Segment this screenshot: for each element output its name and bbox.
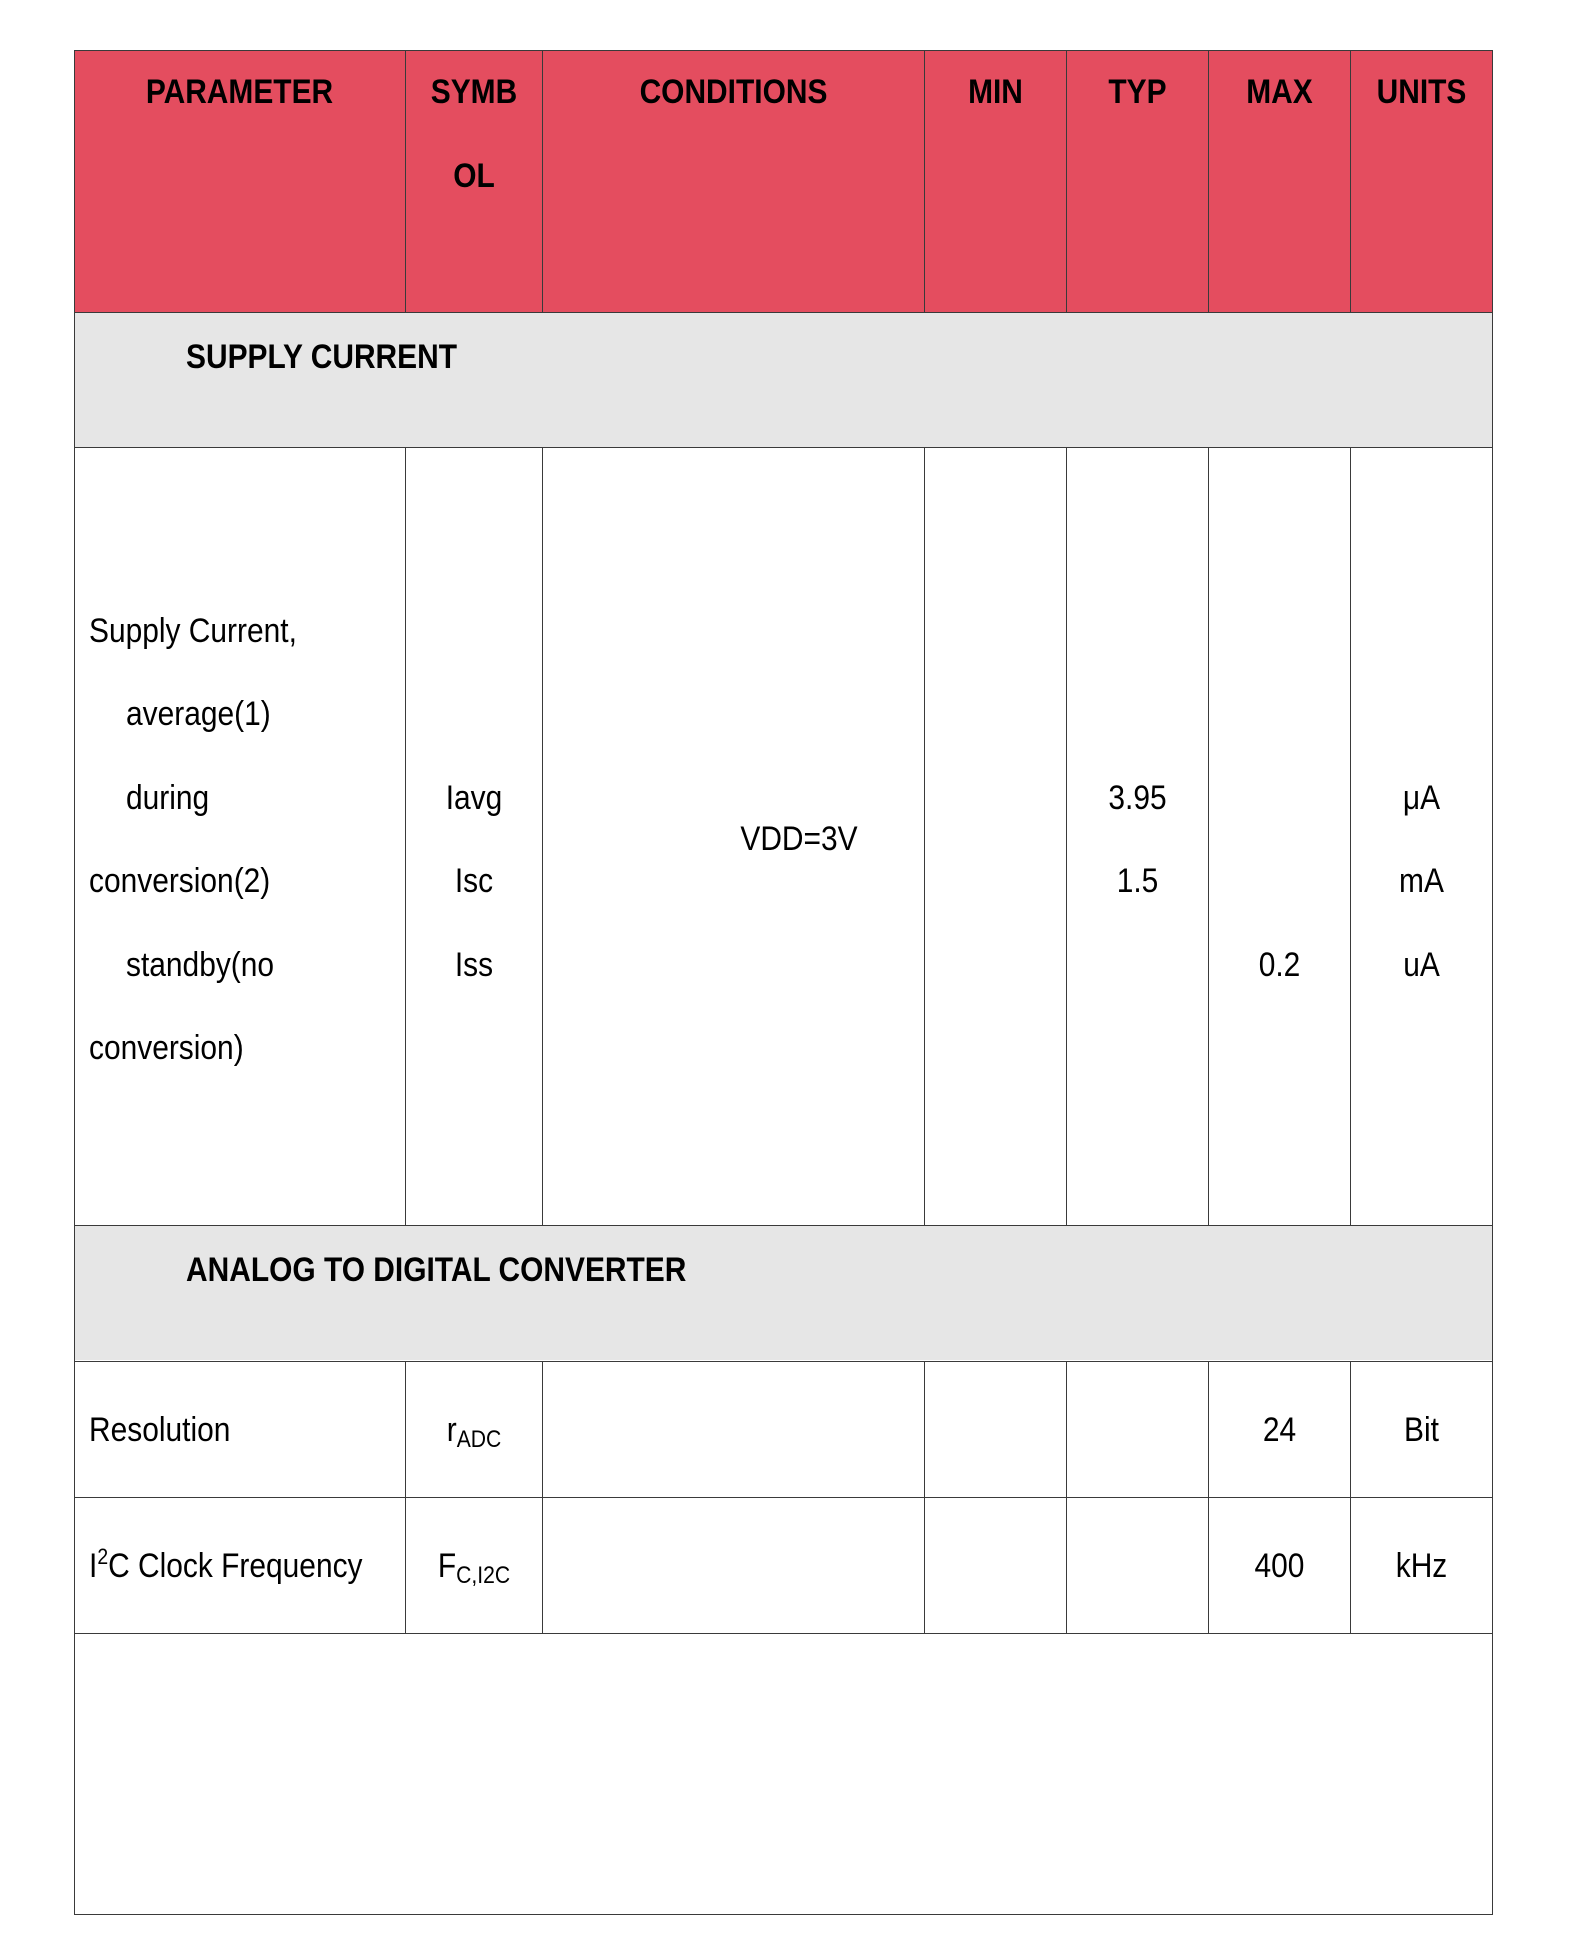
- i2c-unit: kHz: [1395, 1547, 1448, 1585]
- resolution-parameter: Resolution: [89, 1411, 231, 1449]
- supply-typ-value: 3.95: [1108, 779, 1167, 817]
- resolution-symbol-base: r: [446, 1411, 457, 1449]
- header-units: UNITS: [1376, 73, 1467, 111]
- section-title-adc: ANALOG TO DIGITAL CONVERTER: [186, 1251, 687, 1289]
- spec-table: [74, 50, 1493, 1915]
- i2c-parameter-superscript: 2: [97, 1544, 109, 1569]
- resolution-max: 24: [1262, 1411, 1297, 1449]
- resolution-symbol-subscript: ADC: [456, 1426, 502, 1453]
- i2c-symbol-subscript: C,I2C: [456, 1562, 511, 1589]
- supply-parameter-line: standby(no: [126, 946, 275, 984]
- supply-conditions: VDD=3V: [740, 820, 858, 858]
- supply-unit: mA: [1399, 862, 1444, 900]
- section-title-supply-current: SUPPLY CURRENT: [186, 338, 458, 376]
- header-typ: TYP: [1108, 73, 1167, 111]
- supply-symbol: Isc: [454, 862, 494, 900]
- header-symbol-line1: SYMB: [430, 73, 518, 111]
- i2c-symbol-base: F: [437, 1547, 457, 1585]
- supply-symbol: Iavg: [445, 779, 503, 817]
- supply-max-value: 0.2: [1258, 946, 1301, 984]
- header-symbol-line2: OL: [453, 157, 495, 195]
- header-max: MAX: [1246, 73, 1313, 111]
- header-min: MIN: [968, 73, 1023, 111]
- supply-parameter-line: average(1): [126, 695, 271, 733]
- supply-typ-value: 1.5: [1116, 862, 1159, 900]
- supply-parameter-line: conversion): [89, 1029, 244, 1067]
- resolution-unit: Bit: [1404, 1411, 1439, 1449]
- header-parameter: PARAMETER: [145, 73, 334, 111]
- i2c-parameter-rest: C Clock Frequency: [108, 1547, 363, 1585]
- i2c-max: 400: [1254, 1547, 1305, 1585]
- supply-parameter-line: conversion(2): [89, 862, 271, 900]
- i2c-parameter: [89, 1544, 363, 1585]
- supply-symbol: Iss: [454, 946, 494, 984]
- supply-unit: μA: [1402, 779, 1441, 817]
- supply-parameter-line: Supply Current,: [89, 612, 297, 650]
- section-background-adc: [75, 1226, 1492, 1360]
- header-conditions: CONDITIONS: [639, 73, 828, 111]
- section-background-supply: [75, 313, 1492, 447]
- i2c-parameter-prefix: I: [89, 1547, 98, 1585]
- i2c-symbol: [414, 1547, 534, 1589]
- resolution-symbol: [414, 1411, 534, 1453]
- supply-unit: uA: [1403, 946, 1440, 984]
- supply-parameter-line: during: [126, 779, 210, 817]
